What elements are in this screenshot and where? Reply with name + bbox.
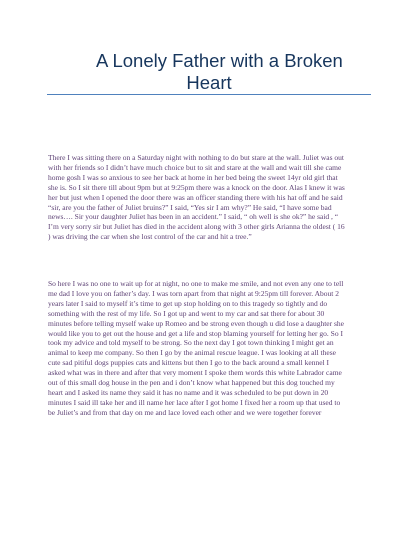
paragraph-2 [48,279,376,418]
text-line: would like you to get out the house and get a life and stop blaming yourself for letting her go. So I [48,328,343,338]
text-line: minutes before telling myself wake up Romeo and be strong even though u did lose a daughter she [48,318,344,328]
title-divider [47,94,371,95]
text-line: news…. Sir your daughter Juliet has been in an accident.” I said, “ oh well is she ok?” he said , “ [48,212,339,222]
text-line: years later I said to myself it’s time to get up stop holding on to this tragedy so tightly and do [48,298,328,308]
text-line: So here I was no one to wait up for at night, no one to make me smile, and not even any one to tell [48,279,344,288]
text-line: I’m very sorry sir but Juliet has died in the accident along with 3 other girls Arianna the oldest ( 16 [48,222,345,232]
text-line: be Juliet’s and from that day on me and lace loved each other and we were together forever [48,407,322,417]
text-line: asked what was in there and after that very moment I spoke them words this white Labrador came [48,368,342,378]
text-line: animal to keep me company. So then I go by the animal rescue league. I was looking at all these [48,348,336,358]
text-line: out of this small dog house in the pen and i don’t know what happened but this dog touched my [48,378,335,388]
document-title [96,50,343,94]
text-line: something with the rest of my life. So I got up and went to my car and sat there for about 30 [48,308,325,318]
text-line: her but just when I opened the door there was an officer standing there with his hat off and he said [48,192,343,202]
text-line: “sir, are you the father of Juliet bruins?” I said, “Yes sir I am why?” He said, “I have some bad [48,202,332,212]
text-line: took my advice and told myself to be strong. So the next day I got town thinking I might get an [48,338,334,348]
title-line: Heart [186,72,232,93]
text-line: ) was driving the car when she lost control of the car and hit a tree.” [48,232,252,242]
text-line: with her friends so I didn’t have much choice but to sit and stare at the wall and wait till she came [48,162,342,172]
title-line: A Lonely Father with a Broken [96,50,343,71]
text-line: minutes I said ill take her and ill name her lace after I got home I fixed her a room up that used to [48,397,341,407]
paragraph-1 [48,153,376,242]
text-line: heart and I asked its name they said it has no name and it was scheduled to be put down in 20 [48,387,329,397]
text-line: home gosh I was so anxious to see her back at home in her bed being the sweet 14yr old girl that [48,172,338,182]
text-line: me dad I love you on father’s day. I was torn apart from that night at 9:25pm till forever. About 2 [48,288,339,298]
text-line: she is. So I sit there till about 9pm but at 9:25pm there was a knock on the door. Alas I knew it was [48,182,345,192]
text-line: cute sad pitiful dogs puppies cats and kittens but then I go to the back around a small kennel I [48,358,329,368]
text-line: There I was sitting there on a Saturday night with nothing to do but stare at the wall. Juliet was out [48,153,344,162]
